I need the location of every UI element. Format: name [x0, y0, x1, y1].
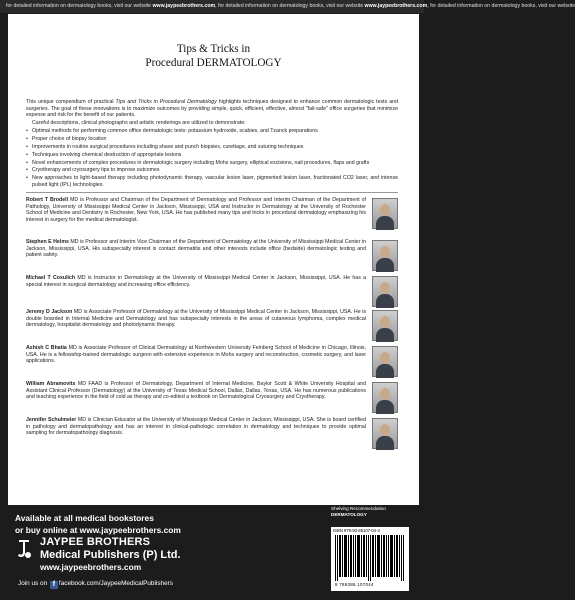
- availability-line-1: Available at all medical bookstores: [15, 513, 154, 523]
- publisher-footer: [0, 505, 424, 600]
- author-bio: is Professor and Chairman of the Department of Dermatology and Professor and Interim Chairman of the Department of Pathology, University of Mississippi Medical Center in Jackson, Mississippi, USA and Instructor in Dermatology at the University of Rochester School of Medicine and Dentistry in Rochester, New York, USA. He has published many tips and tricks in procedural dermatology emphasizing his interest in surgery for the medical dermatologist.: [26, 197, 366, 223]
- facebook-icon[interactable]: f: [50, 581, 58, 589]
- author-bio: is Clinician Educator at the University of Mississippi Medical Center in Jackson, Mississippi, USA. She is board certified in pathology and dermatopathology and has an interest in clinical-pathologic correlation in dermatology and techniques to provide optimal sampling for dermatopathology diagnosis.: [26, 417, 366, 437]
- intro-text-b: highlights techniques designed to enhance common dermatologic tests and surgeries. The goal of these innovations is to maximize outcomes by providing simple, quick, efficient, effective, almost "fail-safe" office surgeries that minimize expense and risk for the benefit of our patients.: [26, 99, 398, 119]
- feature-item: • Proper choice of biopsy location: [26, 136, 398, 143]
- back-cover-panel: [8, 14, 419, 505]
- author-bio: is Associate Professor of Clinical Dermatology at Northwestern University Feinberg School of Medicine in Chicago, Illinois, USA. He is a fellowship-trained dermatologic surgeon with extensive experience in Mohs surgery and reconstruction, cosmetic surgery, and laser applications.: [26, 345, 366, 365]
- author-bio: is Instructor in Dermatology at the University of Mississippi Medical Center in Jackson, Mississippi, USA. He has a special interest in surgical dermatology and increasing office efficiency.: [26, 275, 366, 288]
- author-photo: [372, 418, 398, 449]
- author-list: [26, 197, 398, 451]
- book-title-line-2: Procedural DERMATOLOGY: [145, 57, 282, 69]
- top-banner: [0, 0, 575, 13]
- book-description: [26, 99, 398, 189]
- social-row: [18, 580, 173, 589]
- banner-site-link-2[interactable]: www.jaypeebrothers.com: [364, 3, 428, 9]
- publisher-logo-icon: [15, 537, 33, 561]
- author-degree: MD: [66, 345, 77, 351]
- author-bio: is Professor of Dermatology, Department of Internal Medicine, Baylor Scott & White University Hospital and Assistant Clinical Professor (Dermatology) at the University of Texas Medical School, Dallas, Dallas, Texas, USA. He has numerous publications and teaching experience in the field of cold as therapy and co-edited a textbook on Dermatological Cryosurgery and Cryotherapy.: [26, 381, 366, 401]
- author-name: William Abramovits: [26, 381, 76, 387]
- author-bio: is Associate Professor of Dermatology at the University of Mississippi Medical Center in Jackson, Mississippi, USA. He is double boarded in Internal Medicine and Dermatology and has subspecialty interests in the areas of cutaneous lymphoma, complex medical dermatology, hospitalist dermatology and photodynamic therapy.: [26, 309, 366, 329]
- feature-item: • Novel enhancements of complex procedures in dermatologic surgery including Mohs surgery, elliptical excisions, nail procedures, flaps and grafts: [26, 160, 398, 167]
- publisher-subname: Medical Publishers (P) Ltd.: [40, 549, 181, 561]
- author-degree: MD: [75, 275, 86, 281]
- publisher-url[interactable]: www.jaypeebrothers.com: [40, 562, 142, 572]
- author-photo: [372, 310, 398, 341]
- author-photo: [372, 346, 398, 377]
- author-photo: [372, 198, 398, 229]
- isbn-text: ISBN 978-93-86107-04-4: [333, 528, 380, 533]
- isbn-barcode: [331, 527, 409, 591]
- author-degree: MD: [68, 197, 79, 203]
- author-entry: [26, 417, 398, 446]
- book-title-line-1: Tips & Tricks in: [176, 43, 251, 55]
- barcode-icon: [334, 535, 406, 581]
- author-photo: [372, 240, 398, 271]
- shelving-category: DERMATOLOGY: [331, 512, 367, 517]
- shelving-label: Shelving Recommendation: [331, 506, 386, 511]
- author-entry: [26, 197, 398, 234]
- author-entry: [26, 239, 398, 270]
- author-entry: [26, 345, 398, 376]
- author-degree: MD FAAD: [75, 381, 103, 387]
- banner-tail: , for detailed information on dermatology books, visit our website: [215, 3, 364, 9]
- author-photo: [372, 382, 398, 413]
- author-name: Jennifer Schulmeier: [26, 417, 77, 423]
- feature-item: • Techniques involving chemical destruction of appropriate lesions: [26, 152, 398, 159]
- feature-item: • Improvements in routine surgical procedures including shave and punch biopsies, curettage, and suturing techniques: [26, 144, 398, 151]
- author-entry: [26, 309, 398, 340]
- author-photo: [372, 276, 398, 307]
- intro-lead: Careful descriptions, clinical photographs and artistic renderings are utilized to demonstrate:: [32, 120, 246, 127]
- banner-text: for detailed information on dermatology books, visit our website: [6, 3, 152, 9]
- join-text: Join us on: [18, 580, 48, 587]
- intro-paragraph: [26, 99, 398, 119]
- shelving-recommendation: [331, 506, 411, 518]
- author-name: Ashish C Bhatia: [26, 345, 67, 351]
- barcode-number: 9 789386 107044: [335, 582, 374, 587]
- intro-book-name: Tips and Tricks in Procedural Dermatology: [115, 99, 217, 105]
- section-divider: [26, 192, 398, 193]
- facebook-link[interactable]: facebook.com/JaypeeMedicalPublishers: [58, 580, 173, 587]
- author-degree: MD: [72, 309, 83, 315]
- author-name: Michael T Cosulich: [26, 275, 76, 281]
- publisher-name: JAYPEE BROTHERS: [40, 536, 151, 548]
- feature-item: • Cryotherapy and cryosurgery tips to improve outcomes: [26, 167, 398, 174]
- feature-item: • New approaches to light-based therapy including photodynamic therapy, vascular lesion laser, pigmented lesion laser, fractionated CO2 laser, and intense pulsed light (IPL) technologies.: [26, 175, 398, 188]
- author-degree: MD: [76, 417, 87, 423]
- availability-line-2[interactable]: or buy online at www.jaypeebrothers.com: [15, 525, 181, 535]
- book-title: [8, 42, 419, 70]
- author-bio: is Professor and Interim Vice Chairman of the Department of Dermatology at the University of Mississippi Medical Center in Jackson, Mississippi, USA. His subspecialty interest is contact dermatitis and other interests include office (bedside) dermatologic testing and patient safety.: [26, 239, 367, 259]
- author-name: Robert T Brodell: [26, 197, 69, 203]
- author-entry: [26, 275, 398, 304]
- banner-site-link[interactable]: www.jaypeebrothers.com: [152, 3, 216, 9]
- author-entry: [26, 381, 398, 412]
- author-name: Stephen E Helms: [26, 239, 69, 245]
- intro-text-a: This unique compendium of practical: [26, 99, 116, 105]
- feature-list: [26, 128, 398, 188]
- feature-item: • Optimal methods for performing common office dermatologic tests: potassium hydroxide, scabies, and Tzanck preparations: [26, 128, 398, 135]
- author-degree: MD: [68, 239, 79, 245]
- author-name: Jeremy D Jackson: [26, 309, 73, 315]
- banner-tail-2: , for detailed information on dermatology books, visit our website: [427, 3, 575, 9]
